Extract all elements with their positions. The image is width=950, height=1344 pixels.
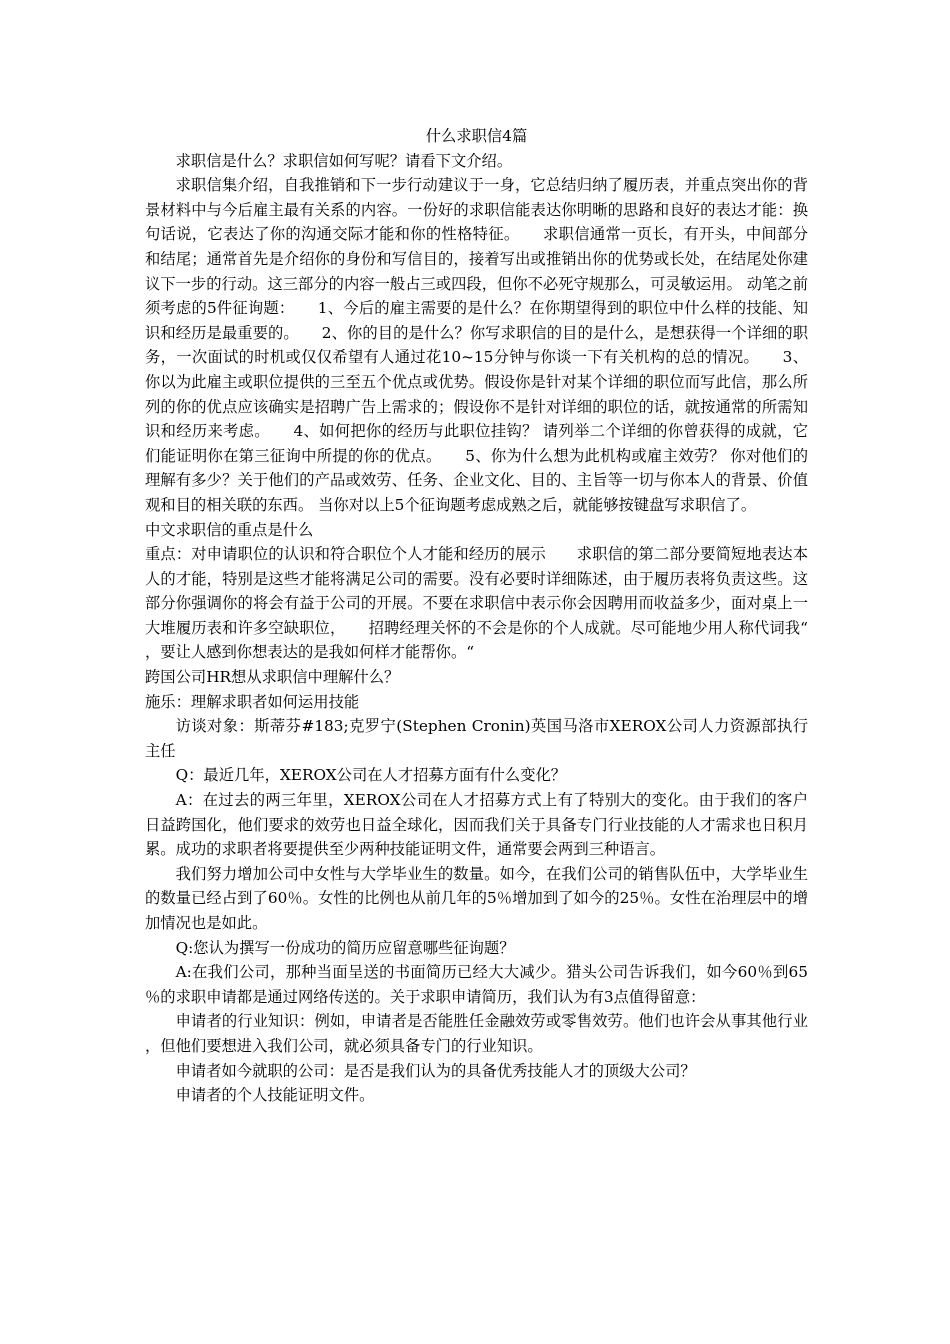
paragraph-overview: 求职信集介绍，自我推销和下一步行动建议于一身，它总结归纳了履历表，并重点突出你的背景材料中与今后雇主最有关系的内容。一份好的求职信能表达你明晰的思路和良好的表达才能：换句话说，它表达了你的沟通交际才能和你的性格特征。 求职信通常一页长，有开头，中间部分和结尾；通常首先是介绍你的身份和写信目的，接着写出或推销出你的优势或长处，在结尾处你建议下一步的行动。这三部分的内容一般占三或四段，但你不必死守规那么，可灵敏运用。 动笔之前须考虑的5件征询题： 1、今后的雇主需要的是什么？在你期望得到的职位中什么样的技能、知识和经历是最重要的。 2、你的目的是什么？你写求职信的目的是什么，是想获得一个详细的职务，一次面试的时机或仅仅希望有人通过花10~15分钟与你谈一下有关机构的总的情况。 3、 你以为此雇主或职位提供的三至五个优点或优势。假设你是针对某个详细的职位而写此信，那么所列的你的优点应该确实是招聘广告上需求的；假设你不是针对详细的职位的话，就按通常的所需知识和经历来考虑。 4、如何把你的经历与此职位挂钩？ 请列举二个详细的你曾获得的成就，它们能证明你在第三征询中所提的你的优点。 5、你为什么想为此机构或雇主效劳？ 你对他们的理解有多少？关于他们的产品或效劳、任务、企业文化、目的、主旨等一切与你本人的背景、价值观和目的相关联的东西。 当你对以上5个征询题考虑成熟之后，就能够按键盘写求职信了。 — [145, 176, 808, 514]
paragraph-question-1: Q：最近几年，XEROX公司在人才招募方面有什么变化？ — [175, 766, 567, 785]
paragraph-answer-1-cont: 我们努力增加公司中女性与大学毕业生的数量。如今，在我们公司的销售队伍中，大学毕业生的数量已经占到了60％。女性的比例也从前几年的5％增加到了如今的25％。女性在治理层中的增加情况也是如此。 — [145, 864, 808, 932]
document-body — [145, 149, 808, 1108]
paragraph-answer-2: A:在我们公司，那种当面呈送的书面简历已经大大减少。猎头公司告诉我们，如今60％到65％的求职申请都是通过网络传送的。关于求职申请简历，我们认为有3点值得留意： — [145, 963, 808, 1006]
section-heading-xerox: 施乐：理解求职者如何运用技能 — [145, 692, 360, 711]
document-page — [145, 124, 808, 1108]
paragraph-point-3: 申请者的个人技能证明文件。 — [175, 1086, 375, 1105]
section-heading-hr: 跨国公司HR想从求职信中理解什么？ — [145, 668, 400, 687]
paragraph-focus: 重点：对申请职位的认识和符合职位个人才能和经历的展示 求职信的第二部分要简短地表达本人的才能，特别是这些才能将满足公司的需要。没有必要时详细陈述，由于履历表将负责这些。这部分你强调你的将会有益于公司的开展。不要在求职信中表示你会因聘用而收益多少，面对桌上一大堆履历表和许多空缺职位， 招聘经理关怀的不会是你的个人成就。尽可能地少用人称代词我“，要让人感到你想表达的是我如何样才能帮你。“ — [145, 545, 808, 662]
paragraph-point-1: 申请者的行业知识：例如，申请者是否能胜任金融效劳或零售效劳。他们也许会从事其他行业，但他们要想进入我们公司，就必须具备专门的行业知识。 — [145, 1012, 808, 1055]
paragraph-answer-1: A：在过去的两三年里，XEROX公司在人才招募方式上有了特别大的变化。由于我们的客户日益跨国化，他们要求的效劳也日益全球化，因而我们关于具备专门行业技能的人才需求也日积月累。成功的求职者将要提供至少两种技能证明文件，通常要会两到三种语言。 — [145, 791, 808, 859]
section-heading-focus: 中文求职信的重点是什么 — [145, 520, 314, 539]
document-title: 什么求职信4篇 — [425, 127, 528, 145]
paragraph-intro: 求职信是什么？求职信如何写呢？请看下文介绍。 — [175, 151, 513, 170]
paragraph-interviewee: 访谈对象：斯蒂芬#183;克罗宁(Stephen Cronin)英国马洛市XEROX公司人力资源部执行主任 — [145, 717, 808, 760]
paragraph-point-2: 申请者如今就职的公司：是否是我们认为的具备优秀技能人才的顶级大公司？ — [175, 1061, 696, 1080]
paragraph-question-2: Q:您认为撰写一份成功的简历应留意哪些征询题？ — [175, 938, 515, 957]
